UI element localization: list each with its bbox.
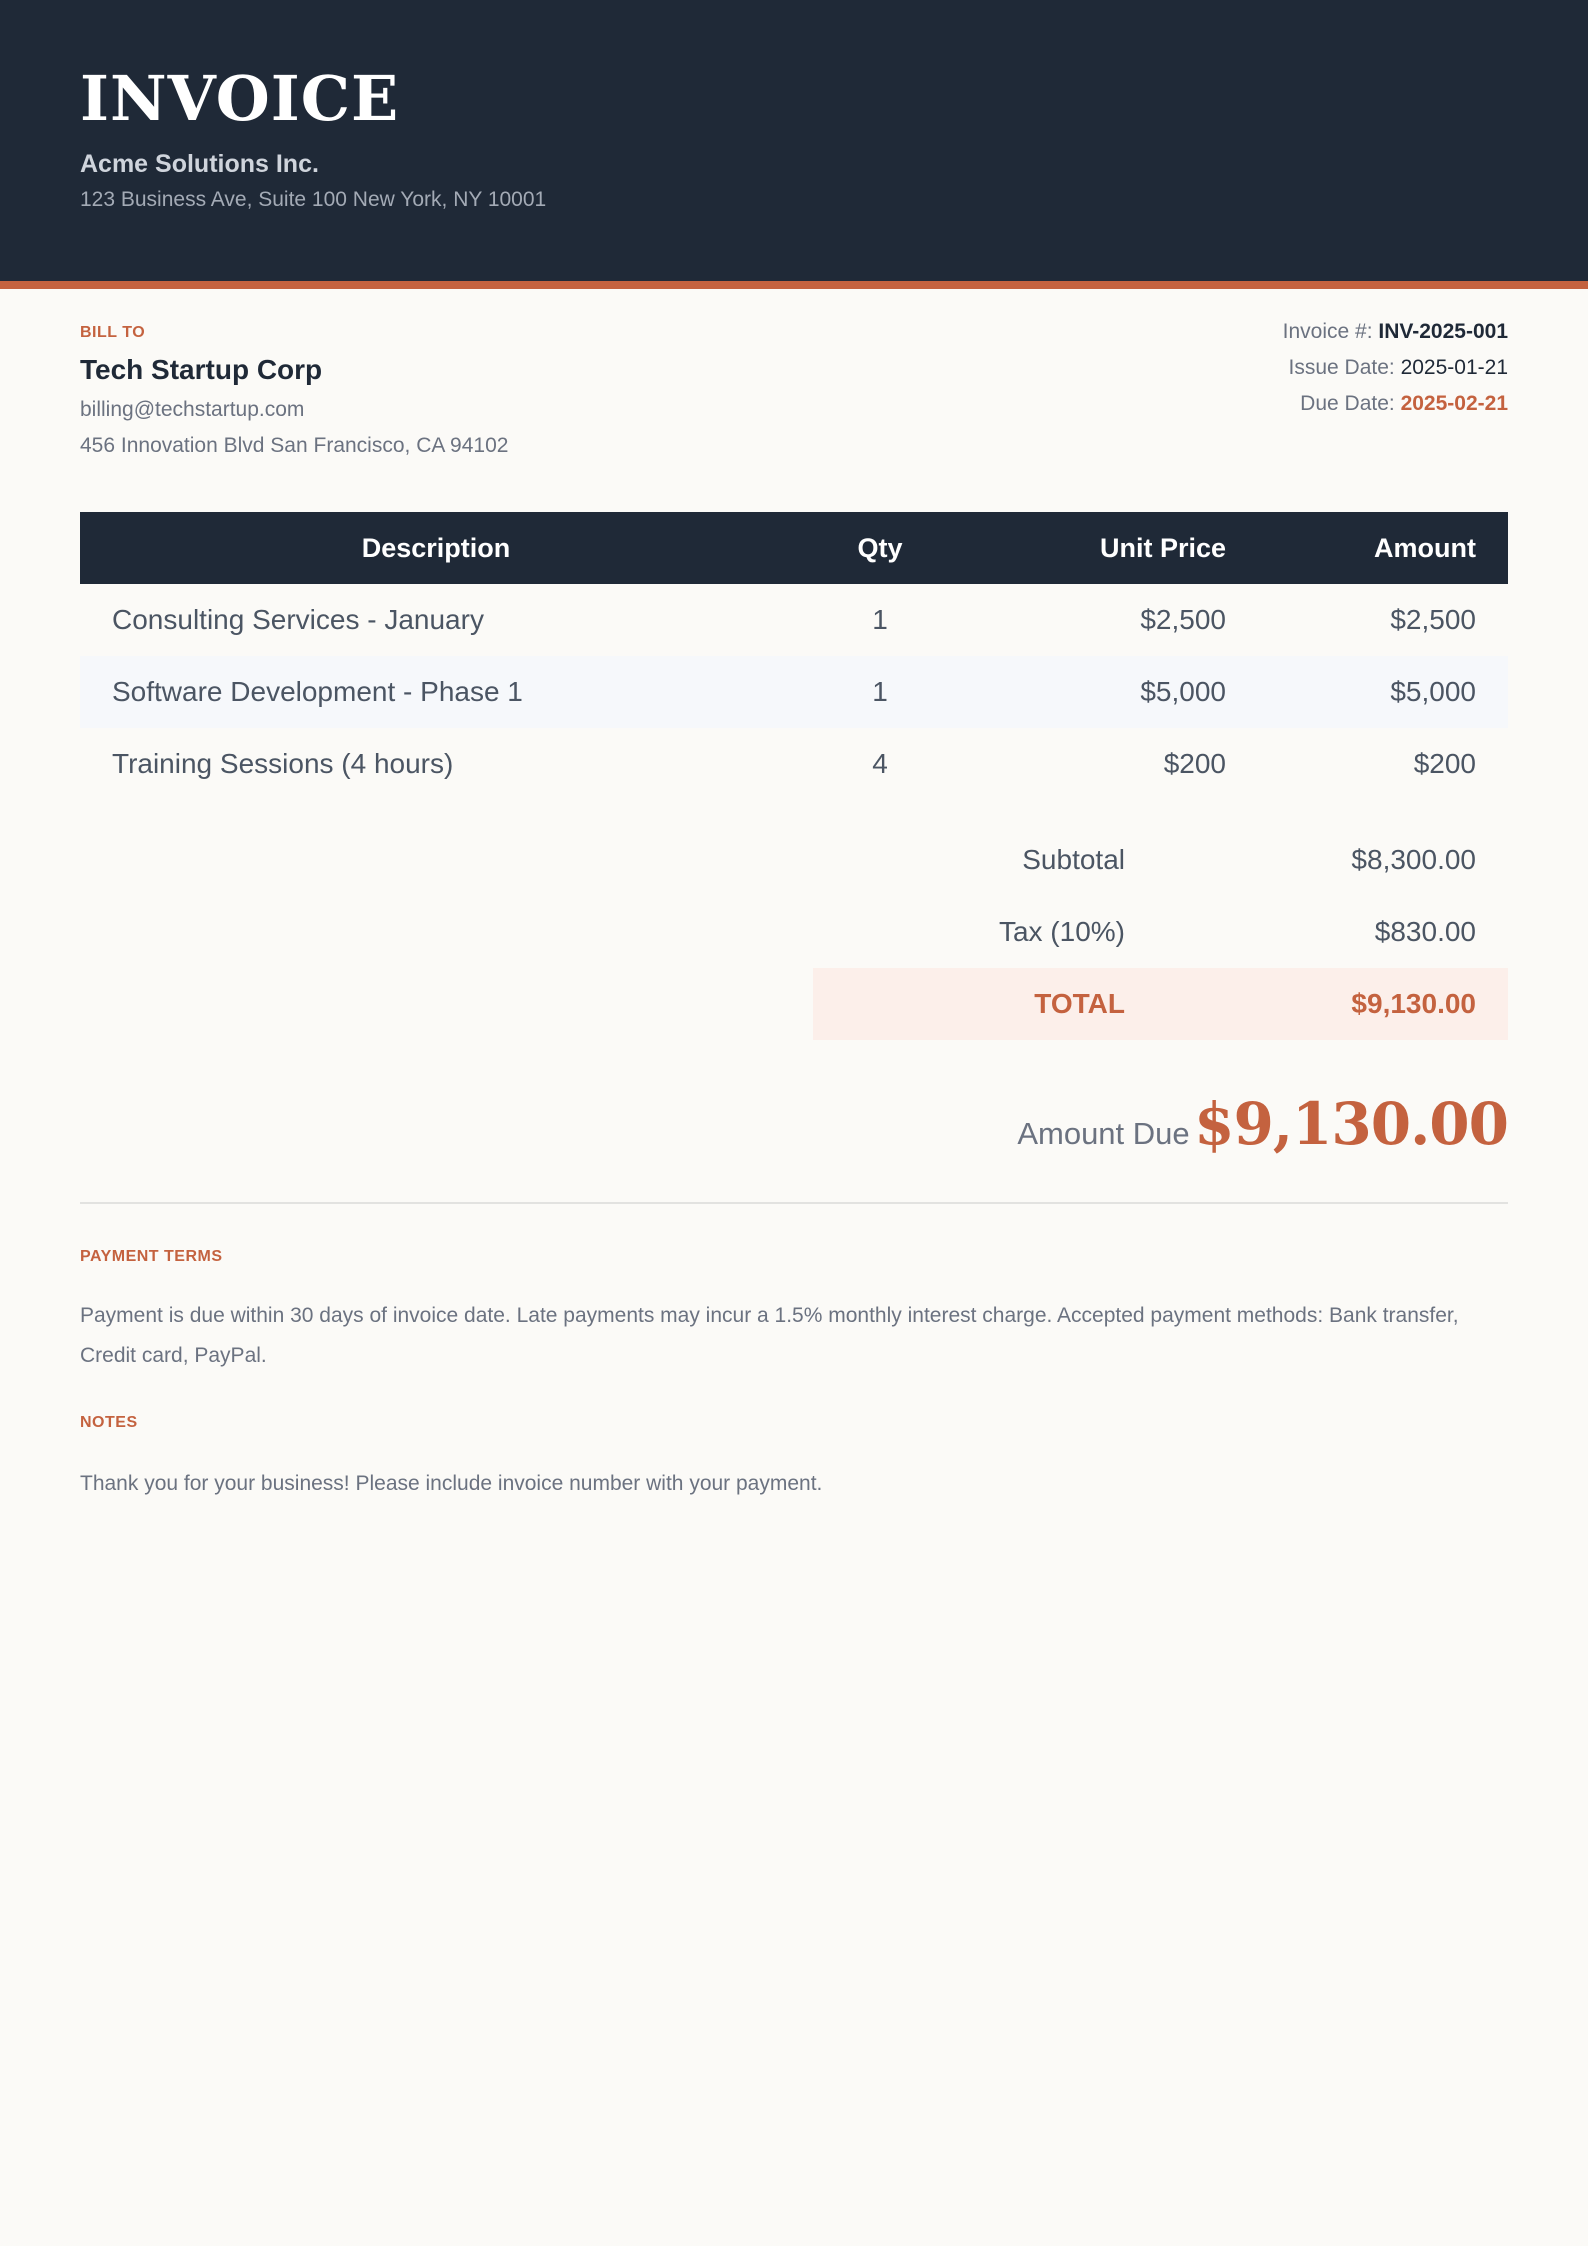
bill-to-label: BILL TO [80,324,146,341]
invoice-number-row [908,318,1508,354]
payment-terms-label: PAYMENT TERMS [80,1248,223,1265]
amount-due-label: Amount Due [1017,1116,1190,1151]
total-label: TOTAL [1034,988,1125,1019]
due-date-row [908,390,1508,426]
row-qty: 1 [872,676,888,707]
table-header [80,512,1508,584]
total-value: $9,130.00 [1351,988,1476,1019]
subtotal-value: $8,300.00 [1351,844,1476,875]
row-description: Consulting Services - January [112,604,484,635]
totals-block [813,824,1508,1040]
row-amount: $5,000 [1390,676,1476,707]
notes-label: NOTES [80,1414,138,1431]
company-address: 123 Business Ave, Suite 100 New York, NY 10001 [80,188,547,211]
row-qty: 4 [872,748,888,779]
header-amount: Amount [1374,533,1476,563]
section-divider [80,1202,1508,1204]
invoice-title: INVOICE [80,62,400,135]
header-qty: Qty [857,533,903,563]
issue-date: 2025-01-21 [1400,356,1508,379]
header-unit-price: Unit Price [1099,533,1226,563]
amount-due [1017,1090,1508,1158]
row-amount: $2,500 [1390,604,1476,635]
due-date-label: Due Date: [1300,392,1395,415]
tax-label: Tax (10%) [998,916,1125,947]
line-items-table [80,512,1508,800]
tax-row [813,896,1508,968]
issue-date-row [908,354,1508,390]
table-row [80,656,1508,728]
row-qty: 1 [872,604,888,635]
table-row [80,584,1508,656]
invoice-number-label: Invoice #: [1282,320,1373,343]
tax-value: $830.00 [1374,916,1476,947]
client-email: billing@techstartup.com [80,398,305,421]
issue-date-label: Issue Date: [1288,356,1395,379]
client-address: 456 Innovation Blvd San Francisco, CA 94102 [80,434,509,457]
row-unit-price: $5,000 [1140,676,1226,707]
total-row [813,968,1508,1040]
payment-terms-text: Payment is due within 30 days of invoice date. Late payments may incur a 1.5% monthly interest charge. Accepted payment methods: Bank transfer, Credit card, PayPal. [80,1304,1459,1367]
invoice-meta [908,318,1508,426]
row-unit-price: $200 [1163,748,1226,779]
due-date: 2025-02-21 [1400,392,1508,415]
row-amount: $200 [1413,748,1476,779]
subtotal-row [813,824,1508,896]
header-description: Description [361,533,511,563]
notes-text: Thank you for your business! Please include invoice number with your payment. [80,1472,823,1495]
company-name: Acme Solutions Inc. [80,150,319,178]
invoice-number: INV-2025-001 [1378,320,1508,343]
amount-due-value: $9,130.00 [1194,1090,1508,1158]
table-row [80,728,1508,800]
client-name: Tech Startup Corp [80,354,323,385]
invoice-header [0,0,1588,281]
header-accent-bar [0,281,1588,289]
subtotal-label: Subtotal [1022,844,1125,875]
row-unit-price: $2,500 [1140,604,1226,635]
row-description: Software Development - Phase 1 [112,676,523,707]
row-description: Training Sessions (4 hours) [112,748,454,779]
